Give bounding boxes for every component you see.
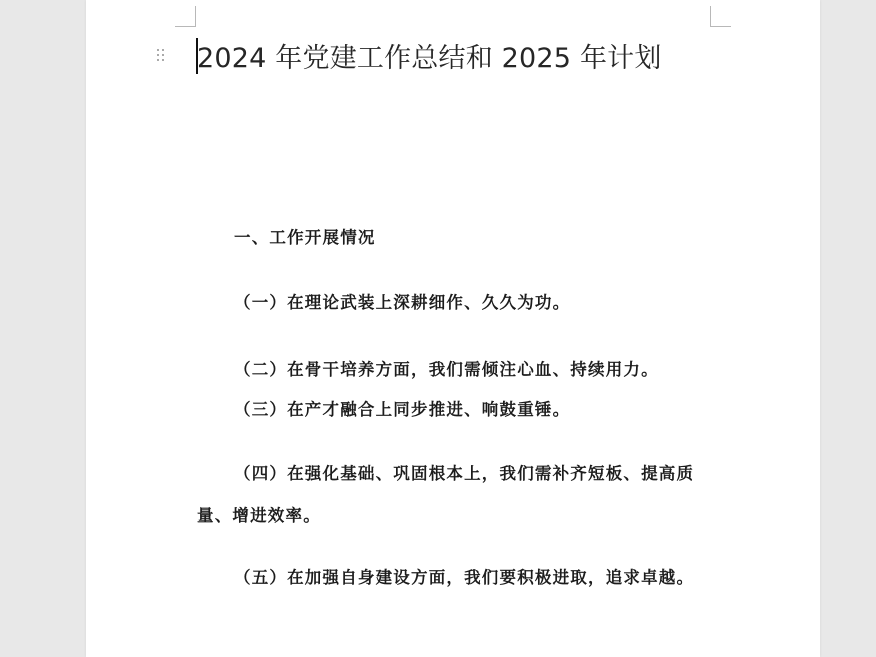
paragraph-3[interactable]: （三）在产才融合上同步推进、响鼓重锤。 (234, 400, 571, 419)
margin-corner-top-right (710, 6, 731, 27)
paragraph-2[interactable]: （二）在骨干培养方面，我们需倾注心血、持续用力。 (234, 360, 659, 379)
margin-corner-top-left (175, 6, 196, 27)
drag-handle-icon[interactable] (157, 49, 167, 63)
section-heading[interactable]: 一、工作开展情况 (234, 228, 376, 247)
document-title[interactable]: 2024 年党建工作总结和 2025 年计划 (197, 43, 662, 74)
paragraph-1[interactable]: （一）在理论武装上深耕细作、久久为功。 (234, 293, 571, 312)
paragraph-5[interactable]: （五）在加强自身建设方面，我们要积极进取，追求卓越。 (234, 568, 695, 587)
document-page[interactable] (86, 0, 820, 657)
paragraph-4[interactable]: （四）在强化基础、巩固根本上，我们需补齐短板、提高质量、增进效率。 (197, 464, 695, 525)
